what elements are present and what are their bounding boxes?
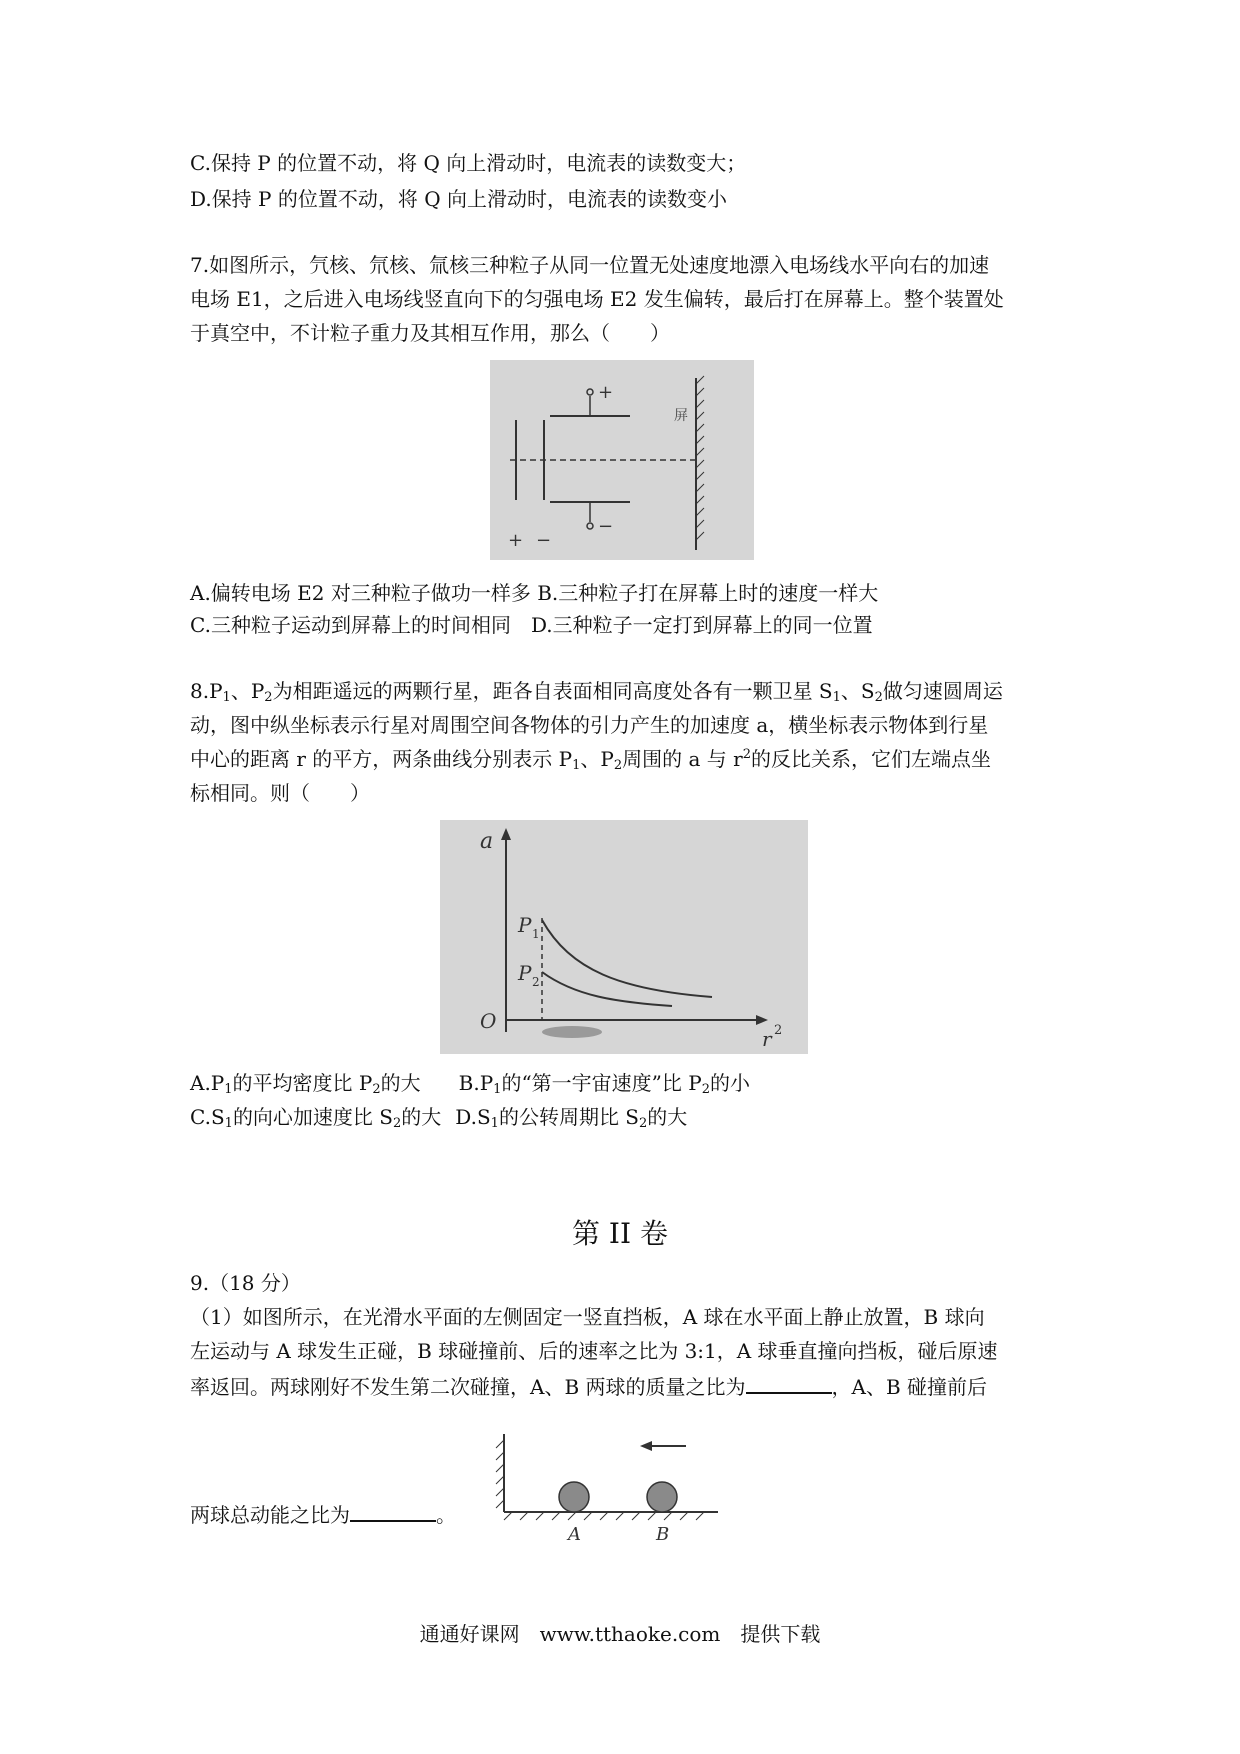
q9-head: 9.（18 分）	[190, 1271, 301, 1295]
q9-figure	[488, 1424, 728, 1544]
origin-label: O	[480, 1009, 497, 1033]
screen-label: 屏	[674, 408, 688, 424]
answer-blank-energy-ratio[interactable]	[350, 1498, 436, 1522]
q9-stem-line1: （1）如图所示，在光滑水平面的左侧固定一竖直挡板，A 球在水平面上静止放置，B 球向	[190, 1305, 985, 1329]
scan-smudge	[542, 1026, 602, 1038]
p1-sub: 1	[532, 927, 540, 941]
q8-options-ab: $A.P_1$的平均密度比 $P_2$的大 $B.P_1$的“第一宇宙速度”比 $P_2$的小	[190, 1071, 750, 1097]
x-axis-arrow	[756, 1015, 768, 1025]
q8-graph	[440, 820, 808, 1054]
deflect-plus-label: +	[598, 382, 614, 403]
accel-plus-label: +	[508, 530, 524, 551]
ball-a-label: A	[568, 1524, 581, 1544]
page-footer: 通通好课网 www.tthaoke.com 提供下载	[419, 1622, 821, 1646]
y-axis-label: a	[480, 829, 494, 854]
q6-option-d: D.保持 P 的位置不动，将 Q 向上滑动时，电流表的读数变小	[190, 187, 727, 211]
q7-stem-line2: 电场 E1，之后进入电场线竖直向下的匀强电场 E2 发生偏转，最后打在屏幕上。整个装置处	[190, 287, 1004, 311]
q8-stem-line1: $8.P_1$、$P_2$为相距遥远的两颗行星，距各自表面相同高度处各有一颗卫星 $S_1$、$S_2$做匀速圆周运	[190, 679, 1003, 705]
accel-minus-label: −	[536, 530, 552, 551]
p1-label: P	[518, 913, 532, 937]
q9-collision-diagram	[488, 1424, 728, 1544]
p2-label: P	[518, 961, 532, 985]
q8-stem-line2: 动，图中纵坐标表示行星对周围空间各物体的引力产生的加速度 a，横坐标表示物体到行星	[190, 713, 989, 737]
q8-options-cd: $C.S_1$的向心加速度比 $S_2$的大 $D.S_1$的公转周期比 $S_2$的大	[190, 1105, 688, 1131]
y-axis-arrow	[501, 828, 511, 840]
q9-stem-line2: 左运动与 A 球发生正碰，B 球碰撞前、后的速率之比为 3:1，A 球垂直撞向挡板，碰后原速	[190, 1339, 998, 1363]
q7-options-cd: C.三种粒子运动到屏幕上的时间相同 D.三种粒子一定打到屏幕上的同一位置	[190, 613, 873, 637]
q7-circuit-diagram	[490, 360, 754, 560]
x-axis-label: r	[762, 1027, 772, 1051]
ball-b	[647, 1482, 677, 1512]
section-title: 第 II 卷	[572, 1217, 668, 1250]
velocity-arrowhead	[640, 1441, 652, 1451]
x-axis-sup: 2	[774, 1023, 783, 1038]
deflect-minus-label: −	[598, 516, 614, 537]
q6-option-c: C.保持 P 的位置不动，将 Q 向上滑动时，电流表的读数变大；	[190, 151, 747, 175]
q7-figure	[490, 360, 754, 560]
q9-stem-line4: 两球总动能之比为 。	[190, 1498, 456, 1530]
q7-stem-line3: 于真空中，不计粒子重力及其相互作用，那么（ ）	[190, 321, 670, 345]
q9-stem-line3: 率返回。两球刚好不发生第二次碰撞，A、B 两球的质量之比为 ，A、B 碰撞前后	[190, 1370, 987, 1402]
answer-blank-mass-ratio[interactable]	[746, 1370, 832, 1394]
q7-options-ab: A.偏转电场 E2 对三种粒子做功一样多 B.三种粒子打在屏幕上时的速度一样大	[190, 581, 879, 605]
p2-sub: 2	[532, 975, 540, 989]
q7-stem-line1: 7.如图所示，氕核、氘核、氚核三种粒子从同一位置无处速度地漂入电场线水平向右的加速	[190, 253, 990, 277]
q8-figure	[440, 820, 808, 1054]
terminal-bottom	[587, 523, 593, 529]
q8-stem-line3: 中心的距离 r 的平方，两条曲线分别表示 $P_1$、$P_2$周围的 a 与 $r^2$的反比关系，它们左端点坐	[190, 747, 991, 773]
ball-a	[559, 1482, 589, 1512]
ball-b-label: B	[656, 1524, 670, 1544]
q8-stem-line4: 标相同。则（ ）	[190, 781, 370, 805]
terminal-top	[587, 389, 593, 395]
